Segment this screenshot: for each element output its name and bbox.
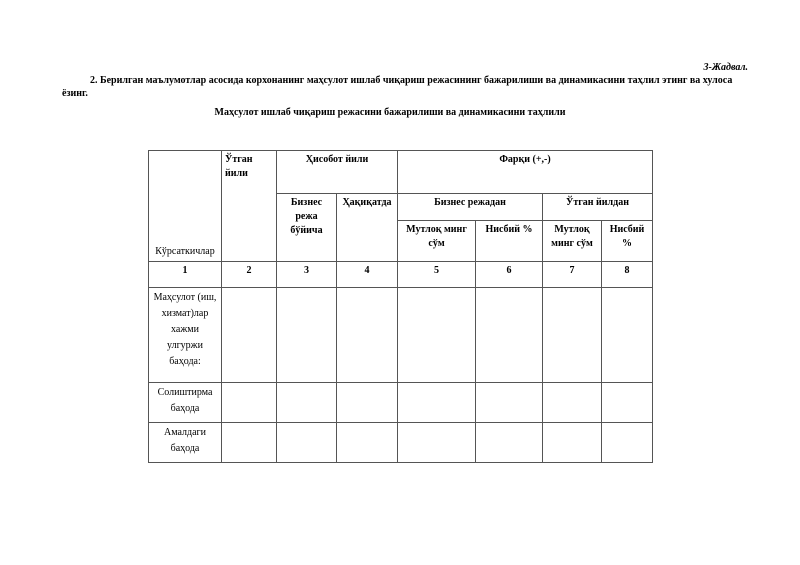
header-report-year: Ҳисобот йили [277,151,398,194]
table-cell [398,383,476,423]
row-label: Маҳсулот (иш, хизмат)лар хажми улгуржи баҳода: [149,288,222,383]
table-cell [277,423,337,463]
table-cell [277,288,337,383]
table-cell [337,423,398,463]
table-cell [222,383,277,423]
table-cell [337,383,398,423]
table-row [149,288,653,383]
column-number: 6 [476,262,543,288]
header-last-year: Ўтган йили [222,151,277,262]
row-label: Амалдаги баҳода [149,423,222,463]
table-cell [222,288,277,383]
header-rel-last: Нисбий % [602,221,653,262]
table-cell [543,288,602,383]
table-cell [543,423,602,463]
column-number: 7 [543,262,602,288]
column-number: 2 [222,262,277,288]
table-row [149,423,653,463]
header-abs-plan: Мутлоқ минг сўм [398,221,476,262]
header-business-plan: Бизнес режа бўйича [277,194,337,262]
header-rel-plan: Нисбий % [476,221,543,262]
analysis-table [148,150,653,463]
table-cell [476,383,543,423]
table-cell [222,423,277,463]
table-number-label: 3-Жадвал. [703,62,748,73]
table-cell [602,423,653,463]
column-number: 1 [149,262,222,288]
header-difference: Фарқи (+,-) [398,151,653,194]
table-cell [398,423,476,463]
table-row [149,383,653,423]
column-number: 8 [602,262,653,288]
table-cell [543,383,602,423]
table-cell [398,288,476,383]
row-label: Солиштирма баҳода [149,383,222,423]
header-abs-last: Мутлоқ минг сўм [543,221,602,262]
table-cell [476,423,543,463]
column-number: 4 [337,262,398,288]
table-title: Маҳсулот ишлаб чиқариш режасини бажарилиши ва динамикасини таҳлили [214,107,566,118]
column-number: 3 [277,262,337,288]
table-cell [476,288,543,383]
column-number: 5 [398,262,476,288]
header-actual: Ҳақиқатда [337,194,398,262]
header-from-last-year: Ўтган йилдан [543,194,653,221]
table-cell [602,383,653,423]
table-cell [337,288,398,383]
table-cell [277,383,337,423]
header-indicators: Кўрсаткичлар [149,151,222,262]
header-from-plan: Бизнес режадан [398,194,543,221]
task-text: 2. Берилган маълумотлар асосида корхонанинг маҳсулот ишлаб чиқариш режасининг бажарилиши ва динамикасини таҳлил этинг ва хулоса ёзинг. [62,75,733,99]
table-cell [602,288,653,383]
